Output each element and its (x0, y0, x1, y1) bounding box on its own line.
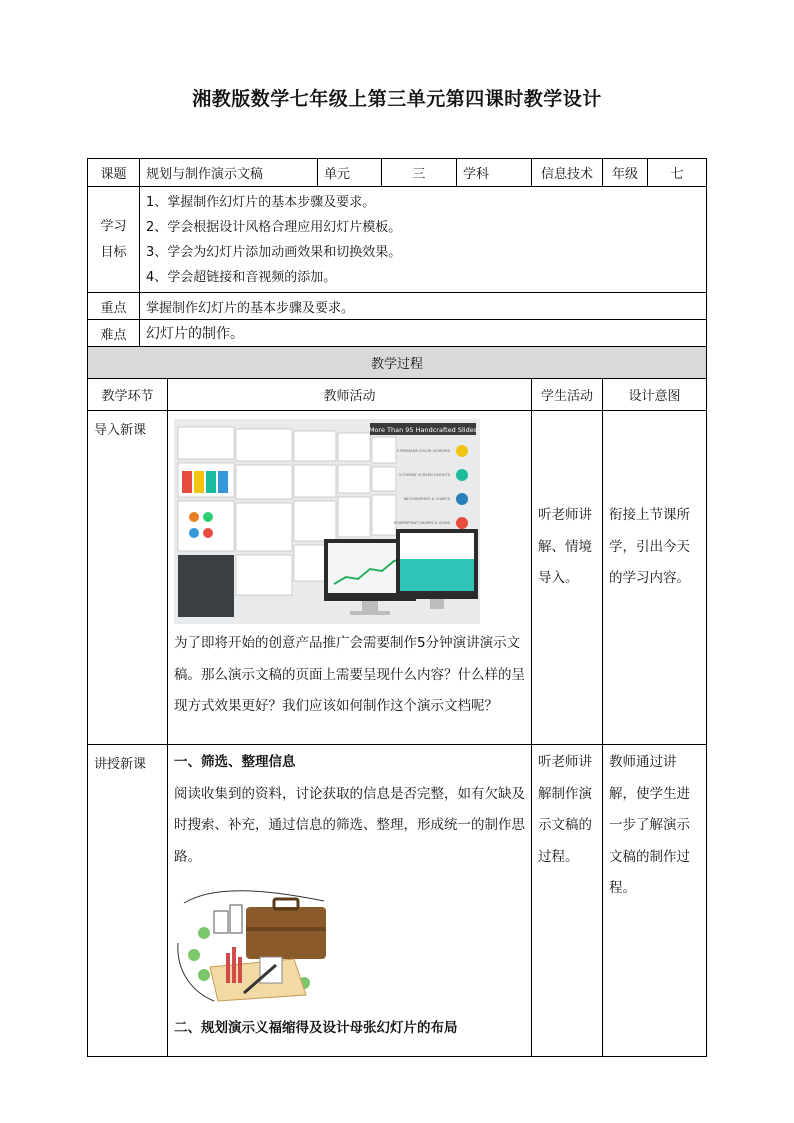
info-row (88, 159, 707, 187)
design-intent-cell: 衔接上节课所学，引出今天的学习内容。 (603, 411, 707, 745)
feature-label: 5 PREMADE COLOR SCHEMES (396, 449, 450, 453)
student-activity-cell: 听老师讲解、情境导入。 (532, 411, 603, 745)
table-row (88, 745, 707, 1057)
goals-row (88, 187, 707, 293)
goals-label: 学习 目标 (88, 187, 140, 293)
column-header: 教师活动 (168, 379, 532, 411)
lesson-plan-table (87, 158, 707, 1057)
goal-item: 2、学会根据设计风格合理应用幻灯片模板。 (146, 219, 402, 235)
goals-list (140, 187, 707, 293)
unit-value: 三 (382, 159, 457, 187)
key-point-label: 重点 (88, 293, 140, 320)
column-header: 教学环节 (88, 379, 168, 411)
banner-text: More Than 95 Handcrafted Slides (368, 426, 478, 434)
subject-label: 学科 (457, 159, 532, 187)
feature-label: POWERPOINT SHAPES & ICONS (393, 521, 450, 525)
topic-value: 规划与制作演示文稿 (140, 159, 318, 187)
difficulty-row (88, 320, 707, 347)
table-row (88, 411, 707, 745)
feature-label: 3 FORMAT SCREEN LAYOUTS (398, 473, 450, 477)
difficulty-label: 难点 (88, 320, 140, 347)
key-point-row (88, 293, 707, 320)
goal-item: 4、学会超链接和音视频的添加。 (146, 269, 337, 285)
slides-showcase-image (174, 419, 480, 624)
goal-item: 3、学会为幻灯片添加动画效果和切换效果。 (146, 244, 402, 260)
process-header-row (88, 347, 707, 379)
stage-cell: 讲授新课 (88, 745, 168, 1057)
difficulty-value: 幻灯片的制作。 (140, 320, 707, 347)
unit-label: 单元 (318, 159, 382, 187)
goal-item: 1、掌握制作幻灯片的基本步骤及要求。 (146, 194, 376, 210)
section-heading: 二、规划演示义福缩得及设计母张幻灯片的布局 (174, 1020, 458, 1036)
grade-value: 七 (648, 159, 707, 187)
student-activity-cell: 听老师讲解制作演示文稿的过程。 (532, 745, 603, 1057)
teacher-activity-cell (168, 745, 532, 1057)
subject-value: 信息技术 (532, 159, 603, 187)
feature-label: INFOGRAPHICS & CHARTS (403, 497, 450, 501)
column-header-row (88, 379, 707, 411)
teacher-activity-text: 阅读收集到的资料，讨论获取的信息是否完整，如有欠缺及时搜索、补充，通过信息的筛选、整理，形成统一的制作思路。 (174, 785, 525, 865)
design-intent-cell: 教师通过讲解，使学生进一步了解演示文稿的制作过程。 (603, 745, 707, 1057)
stage-cell: 导入新课 (88, 411, 168, 745)
page-title: 湘教版数学七年级上第三单元第四课时教学设计 (192, 88, 602, 110)
process-header: 教学过程 (88, 347, 707, 379)
teacher-activity-text: 为了即将开始的创意产品推广会需要制作5分钟演讲演示文稿。那么演示文稿的页面上需要呈现什么内容？什么样的呈现方式效果更好？我们应该如何制作这个演示文档呢？ (174, 635, 525, 714)
section-heading: 一、筛选、整理信息 (174, 754, 296, 770)
column-header: 设计意图 (603, 379, 707, 411)
column-header: 学生活动 (532, 379, 603, 411)
key-point-value: 掌握制作幻灯片的基本步骤及要求。 (140, 293, 707, 320)
briefcase-illustration (174, 883, 334, 1005)
topic-label: 课题 (88, 159, 140, 187)
grade-label: 年级 (603, 159, 648, 187)
teacher-activity-cell (168, 411, 532, 745)
